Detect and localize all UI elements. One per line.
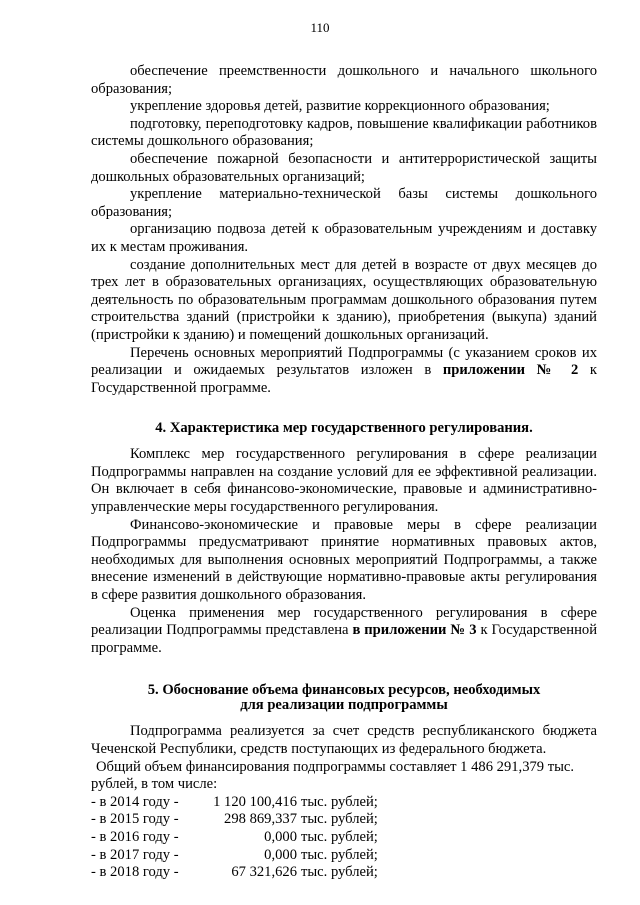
section-4-heading: 4. Характеристика мер государственного регулирования.: [155, 420, 533, 437]
appendix-2-reference: приложении № 2: [442, 362, 579, 379]
paragraph-activities-list: [91, 345, 597, 398]
total-funding-line: Общий объем финансирования подпрограммы составляет 1 486 291,379 тыс.: [96, 758, 575, 775]
funding-year: - в 2016 году -: [91, 828, 179, 845]
funding-unit: тыс. рублей;: [301, 811, 378, 828]
page-number: 110: [310, 20, 330, 35]
funding-unit: тыс. рублей;: [301, 793, 378, 810]
funding-unit: тыс. рублей;: [301, 846, 378, 863]
list-item: [91, 829, 597, 847]
funding-amount: 67 321,626: [231, 864, 297, 881]
list-item: [91, 811, 597, 829]
assessment-text-before: Оценка применения мер государственного регулирования в сфере реализации Подпрограммы представлена: [91, 604, 597, 639]
total-funding-line-2: рублей, в том числе:: [91, 776, 218, 793]
section-5-heading-line-2: для реализации подпрограммы: [240, 697, 448, 714]
paragraph-training: подготовку, переподготовку кадров, повышение квалификации работников системы дошкольного образования;: [91, 115, 597, 150]
paragraph-transport: организацию подвоза детей к образовательным учреждениям и доставку их к местам проживания.: [91, 221, 597, 255]
section-4-paragraph-3: [91, 605, 597, 658]
funding-year: - в 2018 году -: [91, 864, 179, 881]
paragraph-safety: обеспечение пожарной безопасности и антитеррористической защиты дошкольных образовательных организаций;: [91, 150, 597, 185]
funding-year: - в 2015 году -: [91, 811, 179, 828]
funding-amount: 1 120 100,416: [213, 793, 297, 810]
section-4-paragraph-1: Комплекс мер государственного регулирования в сфере реализации Подпрограммы направлен на создание условий для ее эффективной реализации. Он включает в себя финансово-экономические, правовые и административно-управленческие меры государственного регулирования.: [91, 446, 597, 516]
funding-amount: 298 869,337: [224, 811, 297, 828]
list-item: [91, 864, 597, 882]
section-5-heading-line-1: 5. Обоснование объема финансовых ресурсов, необходимых: [147, 682, 541, 699]
paragraph-health: укрепление здоровья детей, развитие коррекционного образования;: [130, 98, 550, 115]
assessment-text-after: к Государственной программе.: [91, 622, 597, 656]
activities-text-after: к Государственной программе.: [91, 362, 597, 396]
paragraph-new-places: создание дополнительных мест для детей в возрасте от двух месяцев до трех лет в образовательных организациях, осуществляющих образовательную деятельность по образовательным программам дошкольного образования путем строительства зданий (пристройки к зданию), приобретения (выкупа) зданий (пристройки к зданию) и помещений дошкольных организаций.: [91, 256, 597, 343]
list-item: [91, 847, 597, 865]
section-4-paragraph-2: Финансово-экономические и правовые меры в сфере реализации Подпрограммы предусматривают принятие нормативных правовых актов, необходимых для выполнения основных мероприятий Подпрограммы, а также внесение изменений в действующие нормативно-правовые акты регулирования в сфере развития дошкольного образования.: [91, 516, 597, 604]
section-5-heading: [91, 683, 597, 713]
appendix-3-reference: в приложении № 3: [352, 622, 477, 639]
section-5-paragraph-1: Подпрограмма реализуется за счет средств республиканского бюджета Чеченской Республики, средств поступающих из федерального бюджета.: [91, 723, 597, 757]
funding-unit: тыс. рублей;: [301, 864, 378, 881]
funding-by-year-list: [91, 794, 597, 882]
funding-amount: 0,000: [264, 828, 297, 845]
funding-unit: тыс. рублей;: [301, 828, 378, 845]
activities-text-before: Перечень основных мероприятий Подпрограммы (с указанием сроков их реализации и ожидаемых результатов изложен в: [91, 344, 597, 379]
funding-amount: 0,000: [264, 846, 297, 863]
funding-year: - в 2014 году -: [91, 793, 179, 810]
list-item: [91, 794, 597, 812]
funding-year: - в 2017 году -: [91, 846, 179, 863]
paragraph-continuity: обеспечение преемственности дошкольного и начального школьного образования;: [91, 63, 597, 97]
document-body: [91, 63, 597, 882]
paragraph-material-base: укрепление материально-технической базы системы дошкольного образования;: [91, 186, 597, 220]
